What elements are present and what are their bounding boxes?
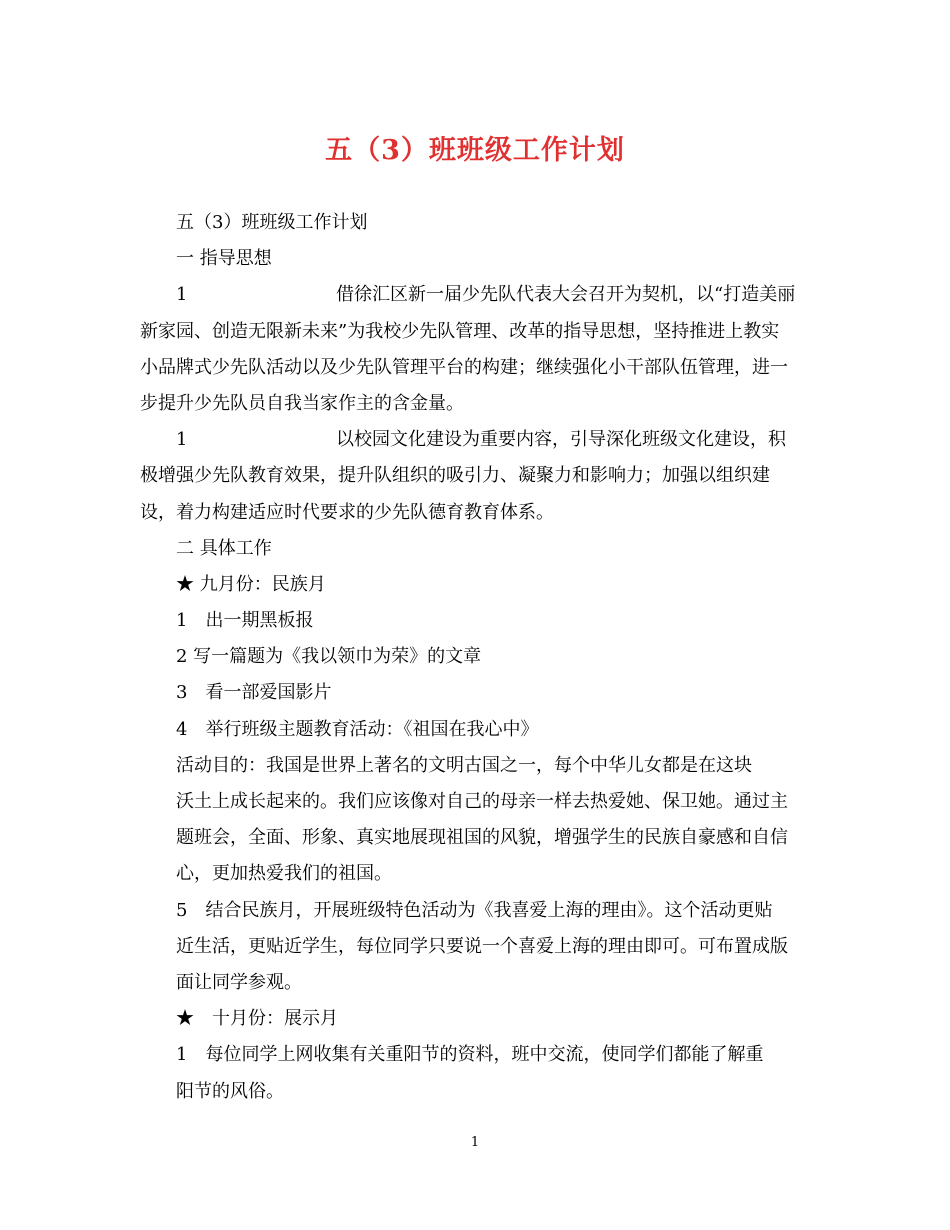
- document-title: 五（3）班班级工作计划: [325, 135, 625, 166]
- paragraph-line: 心，更加热爱我们的祖国。: [176, 863, 392, 885]
- item-number: 1: [176, 429, 188, 451]
- paragraph-line: 沃土上成长起来的。我们应该像对自己的母亲一样去热爱她、保卫她。通过主: [176, 791, 788, 812]
- page-number: 1: [470, 1135, 480, 1150]
- item-number: 3: [176, 682, 188, 704]
- paragraph-line: 小品牌式少先队活动以及少先队管理平台的构建；继续强化小干部队伍管理，进一: [140, 356, 788, 378]
- subtitle-line: 五（3）班班级工作计划: [176, 212, 368, 233]
- paragraph-line: 面让同学参观。: [176, 971, 302, 993]
- list-item: [140, 1037, 820, 1073]
- paragraph-line: 步提升少先队员自我当家作主的含金量。: [140, 392, 464, 414]
- item-number: 5: [176, 899, 188, 921]
- paragraph-line: 设，着力构建适应时代要求的少先队德育教育体系。: [140, 501, 554, 523]
- list-item-text: 结合民族月，开展班级特色活动为《我喜爱上海的理由》。这个活动更贴: [205, 899, 773, 921]
- paragraph-line: 题班会，全面、形象、真实地展现祖国的风貌，增强学生的民族自豪感和自信: [176, 827, 788, 849]
- paragraph-line: [140, 277, 820, 313]
- list-item-text: 举行班级主题教育活动：《祖国在我心中》: [205, 718, 539, 740]
- item-number: 1: [176, 284, 188, 306]
- list-item: [140, 603, 820, 639]
- paragraph-line: [140, 422, 820, 458]
- paragraph-text: 借徐汇区新一届少先队代表大会召开为契机，以“打造美丽: [336, 284, 796, 306]
- item-number: 1: [176, 610, 188, 632]
- paragraph-line: 阳节的风俗。: [176, 1080, 284, 1102]
- paragraph-line: 活动目的：我国是世界上著名的文明古国之一，每个中华儿女都是在这块: [176, 754, 752, 776]
- month-heading-october: ★ 十月份：展示月: [176, 1008, 338, 1030]
- paragraph-line: 极增强少先队教育效果，提升队组织的吸引力、凝聚力和影响力；加强以组织建: [140, 465, 770, 487]
- section-heading-guiding: 一 指导思想: [176, 248, 272, 270]
- paragraph-text: 以校园文化建设为重要内容，引导深化班级文化建设，积: [336, 429, 786, 451]
- list-item-text: 每位同学上网收集有关重阳节的资料，班中交流，使同学们都能了解重: [205, 1044, 764, 1066]
- month-heading-september: ★ 九月份：民族月: [176, 573, 326, 595]
- item-number: 4: [176, 718, 188, 740]
- list-item: [140, 712, 820, 748]
- list-item: 2 写一篇题为《我以领巾为荣》的文章: [176, 646, 482, 668]
- list-item-text: 出一期黑板报: [205, 610, 314, 632]
- list-item: [140, 893, 820, 929]
- paragraph-line: 新家园、创造无限新未来”为我校少先队管理、改革的指导思想，坚持推进上教实: [140, 320, 780, 342]
- section-heading-work: 二 具体工作: [176, 537, 272, 559]
- list-item: [140, 675, 820, 711]
- paragraph-line: 近生活，更贴近学生，每位同学只要说一个喜爱上海的理由即可。可布置成版: [176, 935, 788, 957]
- document-body: [140, 205, 820, 1110]
- item-number: 1: [176, 1044, 188, 1066]
- list-item-text: 看一部爱国影片: [205, 682, 332, 704]
